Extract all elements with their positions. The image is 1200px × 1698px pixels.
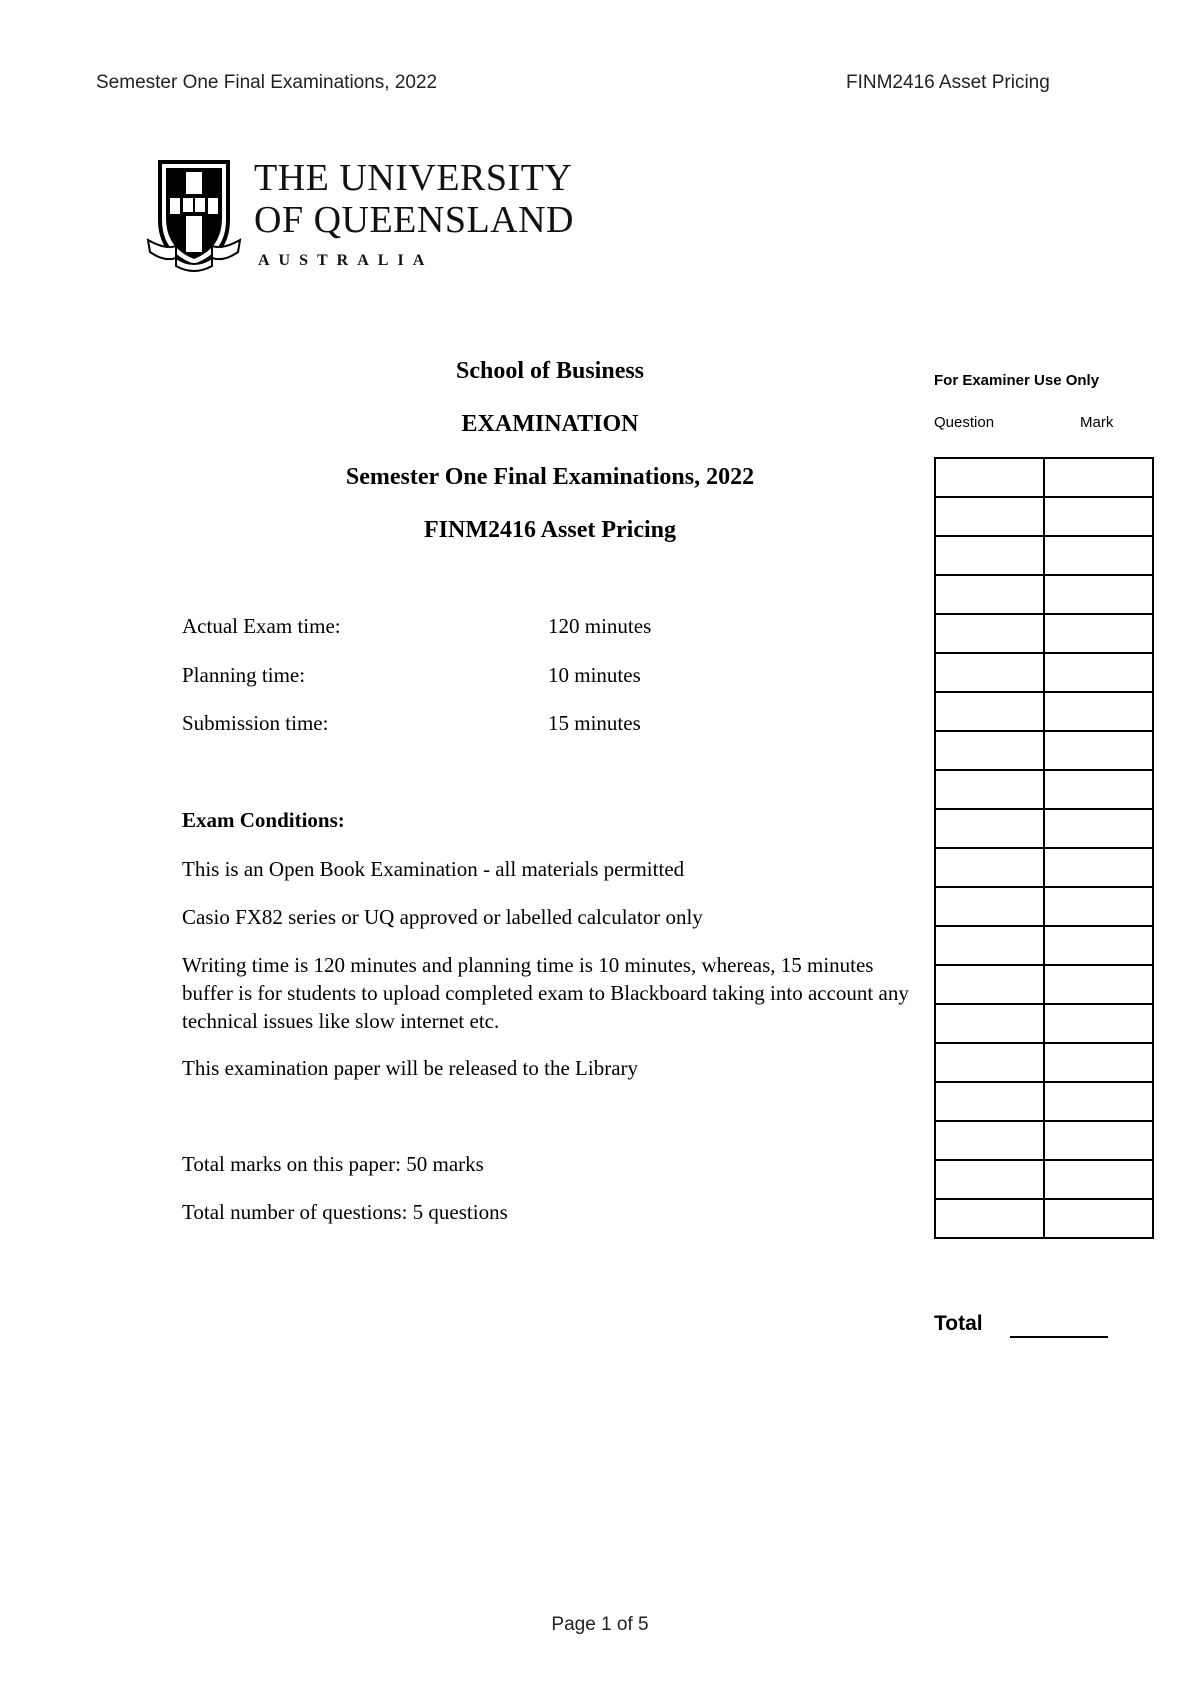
crest-icon <box>146 158 242 276</box>
mark-cell <box>1044 536 1153 575</box>
mark-cell <box>1044 770 1153 809</box>
mark-cell <box>1044 1199 1153 1238</box>
mark-table-row <box>935 458 1153 497</box>
mark-table-row <box>935 692 1153 731</box>
time-row-planning <box>182 663 782 691</box>
question-cell <box>935 848 1044 887</box>
question-cell <box>935 770 1044 809</box>
mark-table-row <box>935 1082 1153 1121</box>
examiner-mark-table <box>934 457 1154 1239</box>
school-name: School of Business <box>455 358 645 384</box>
running-header-right: FINM2416 Asset Pricing <box>846 72 1050 93</box>
time-value: 15 minutes <box>548 711 641 735</box>
mark-cell <box>1044 653 1153 692</box>
mark-cell <box>1044 1082 1153 1121</box>
question-cell <box>935 1199 1044 1238</box>
mark-table-row <box>935 497 1153 536</box>
condition-item: Casio FX82 series or UQ approved or labelled calculator only <box>182 905 703 929</box>
question-cell <box>935 1082 1044 1121</box>
time-value: 120 minutes <box>548 614 652 638</box>
mark-cell <box>1044 809 1153 848</box>
total-marks: Total marks on this paper: 50 marks <box>182 1152 484 1176</box>
mark-cell <box>1044 692 1153 731</box>
column-header-mark: Mark <box>1080 414 1114 431</box>
mark-table-row <box>935 848 1153 887</box>
time-label: Planning time: <box>182 663 306 687</box>
mark-table-row <box>935 1043 1153 1082</box>
question-cell <box>935 731 1044 770</box>
question-cell <box>935 692 1044 731</box>
mark-table-row <box>935 887 1153 926</box>
condition-item: Writing time is 120 minutes and planning time is 10 minutes, whereas, 15 minutes buffer is for students to upload completed exam to Blackboard taking into account any technical issues like slow internet etc. <box>182 953 909 1033</box>
question-cell <box>935 887 1044 926</box>
mark-cell <box>1044 614 1153 653</box>
question-cell <box>935 575 1044 614</box>
mark-table-row <box>935 926 1153 965</box>
time-value: 10 minutes <box>548 663 641 687</box>
page-number: Page 1 of 5 <box>551 1614 649 1635</box>
mark-cell <box>1044 1160 1153 1199</box>
mark-cell <box>1044 965 1153 1004</box>
mark-table-row <box>935 809 1153 848</box>
mark-cell <box>1044 1043 1153 1082</box>
logo-text-line1: THE UNIVERSITY <box>254 157 573 199</box>
mark-table-row <box>935 536 1153 575</box>
time-label: Actual Exam time: <box>182 614 341 638</box>
time-row-submission <box>182 711 782 739</box>
mark-cell <box>1044 926 1153 965</box>
question-cell <box>935 965 1044 1004</box>
mark-table-row <box>935 614 1153 653</box>
mark-cell <box>1044 497 1153 536</box>
course-title: FINM2416 Asset Pricing <box>424 517 676 543</box>
mark-cell <box>1044 458 1153 497</box>
mark-table-row <box>935 1121 1153 1160</box>
question-cell <box>935 614 1044 653</box>
logo-text-line2: OF QUEENSLAND <box>254 199 574 241</box>
running-header-left: Semester One Final Examinations, 2022 <box>96 72 438 93</box>
total-entry-line <box>1010 1336 1108 1338</box>
university-logo <box>146 156 574 276</box>
question-cell <box>935 1004 1044 1043</box>
question-cell <box>935 458 1044 497</box>
total-questions: Total number of questions: 5 questions <box>182 1200 508 1224</box>
question-cell <box>935 497 1044 536</box>
mark-cell <box>1044 731 1153 770</box>
question-cell <box>935 1160 1044 1199</box>
mark-table-row <box>935 653 1153 692</box>
question-cell <box>935 653 1044 692</box>
question-cell <box>935 926 1044 965</box>
question-cell <box>935 536 1044 575</box>
mark-table-row <box>935 965 1153 1004</box>
logo-text-line3: AUSTRALIA <box>258 252 434 269</box>
semester-title: Semester One Final Examinations, 2022 <box>345 464 755 490</box>
mark-table-row <box>935 1160 1153 1199</box>
question-cell <box>935 1043 1044 1082</box>
mark-cell <box>1044 1004 1153 1043</box>
time-label: Submission time: <box>182 711 329 735</box>
mark-table-row <box>935 575 1153 614</box>
mark-table-row <box>935 731 1153 770</box>
mark-table-row <box>935 1199 1153 1238</box>
mark-cell <box>1044 848 1153 887</box>
question-cell <box>935 1121 1044 1160</box>
mark-table-row <box>935 1004 1153 1043</box>
time-row-exam <box>182 614 782 642</box>
question-cell <box>935 809 1044 848</box>
exam-heading: EXAMINATION <box>461 411 639 437</box>
mark-cell <box>1044 1121 1153 1160</box>
total-label: Total <box>934 1312 983 1335</box>
mark-cell <box>1044 887 1153 926</box>
mark-table-row <box>935 770 1153 809</box>
condition-item: This is an Open Book Examination - all materials permitted <box>182 857 685 881</box>
examiner-use-title: For Examiner Use Only <box>934 372 1100 389</box>
mark-cell <box>1044 575 1153 614</box>
column-header-question: Question <box>934 414 995 431</box>
condition-item: This examination paper will be released to the Library <box>182 1056 639 1080</box>
conditions-heading: Exam Conditions: <box>182 808 345 832</box>
